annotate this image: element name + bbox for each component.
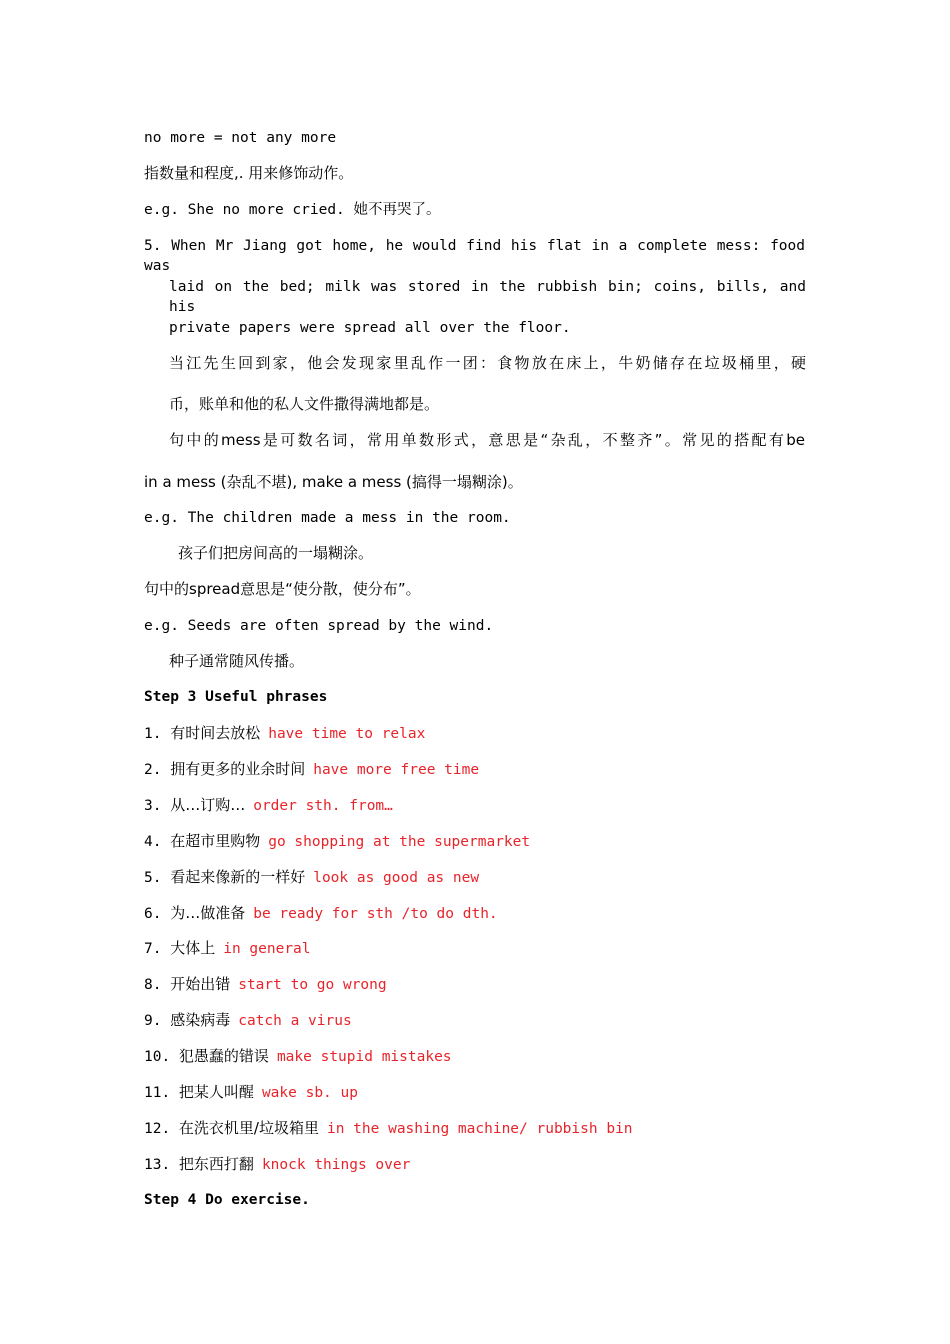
phrase-number: 4. (144, 833, 171, 850)
phrase-item (144, 795, 393, 816)
line-sentence-5-b: laid on the bed; milk was stored in the rubbish bin; coins, bills, and his (169, 279, 806, 315)
phrase-english: make stupid mistakes (276, 1049, 452, 1066)
phrase-english: knock things over (261, 1156, 411, 1173)
phrase-number: 1. (144, 726, 171, 742)
phrase-item (144, 1154, 410, 1175)
phrase-english: look as good as new (313, 869, 480, 886)
phrase-english: have more free time (313, 761, 480, 778)
phrase-english: be ready for sth /to do dth. (253, 905, 498, 922)
line-example-children-cn: 孩子们把房间高的一塌糊涂。 (178, 544, 374, 562)
phrase-number: 12. (144, 1120, 179, 1137)
phrase-chinese: 开始出错 (170, 975, 231, 994)
line-example-cried: e.g. She no more cried. 她不再哭了。 (144, 202, 441, 218)
phrase-number: 6. (144, 905, 171, 922)
line-sentence-5-c: private papers were spread all over the floor. (169, 320, 571, 336)
line-spread-note: 句中的spread意思是“使分散，使分布”。 (144, 580, 421, 598)
phrase-english: catch a virus (238, 1013, 352, 1030)
phrase-item (144, 723, 425, 744)
phrase-chinese: 把东西打翻 (178, 1154, 254, 1173)
line-example-seeds-cn: 种子通常随风传播。 (169, 652, 305, 670)
phrase-item (144, 867, 479, 888)
phrase-chinese: 大体上 (170, 939, 216, 958)
phrase-item (144, 903, 498, 924)
heading-step-3: Step 3 Useful phrases (144, 689, 328, 705)
phrase-number: 10. (144, 1049, 179, 1066)
line-example-children: e.g. The children made a mess in the room. (144, 510, 511, 526)
phrase-item (144, 1046, 452, 1067)
phrase-chinese: 犯愚蠢的错误 (178, 1047, 269, 1066)
phrase-english: order sth. from… (253, 797, 393, 814)
phrase-number: 3. (144, 797, 171, 814)
phrase-number: 2. (144, 761, 171, 778)
phrase-english: in the washing machine/ rubbish bin (326, 1120, 633, 1137)
phrase-item (144, 974, 387, 995)
phrase-chinese: 为…做准备 (170, 903, 246, 922)
phrase-english: have time to relax (268, 726, 426, 742)
phrase-chinese: 有时间去放松 (170, 724, 261, 742)
phrase-number: 13. (144, 1156, 179, 1173)
line-translation-a: 当江先生回到家，他会发现家里乱作一团：食物放在床上，牛奶储存在垃圾桶里，硬 (169, 354, 806, 372)
line-mess-note-b: in a mess (杂乱不堪), make a mess (搞得一塌糊涂)。 (144, 473, 523, 491)
phrase-number: 8. (144, 977, 171, 994)
line-degree-note: 指数量和程度,. 用来修饰动作。 (144, 164, 354, 182)
phrase-number: 5. (144, 869, 171, 886)
phrase-chinese: 拥有更多的业余时间 (170, 759, 306, 778)
line-sentence-5-a: 5. When Mr Jiang got home, he would find his flat in a complete mess: food was (144, 238, 805, 274)
phrase-english: go shopping at the supermarket (268, 833, 531, 850)
phrase-english: wake sb. up (261, 1085, 358, 1101)
phrase-chinese: 在洗衣机里/垃圾箱里 (178, 1118, 319, 1137)
phrase-number: 9. (144, 1013, 171, 1030)
phrase-item (144, 1118, 633, 1139)
phrase-number: 7. (144, 941, 171, 958)
phrase-item (144, 1082, 358, 1103)
line-mess-note-a: 句中的mess是可数名词，常用单数形式，意思是“杂乱，不整齐”。常见的搭配有be (169, 431, 805, 449)
phrase-number: 11. (144, 1085, 179, 1101)
phrase-item (144, 1010, 352, 1031)
line-translation-b: 币，账单和他的私人文件撒得满地都是。 (169, 395, 440, 413)
heading-step-4: Step 4 Do exercise. (144, 1192, 310, 1208)
phrase-item (144, 831, 530, 852)
line-no-more: no more = not any more (144, 130, 337, 146)
phrase-chinese: 看起来像新的一样好 (170, 867, 306, 886)
line-example-seeds: e.g. Seeds are often spread by the wind. (144, 618, 494, 634)
phrase-chinese: 从…订购… (170, 795, 246, 814)
phrase-chinese: 感染病毒 (170, 1011, 231, 1030)
phrase-english: start to go wrong (238, 977, 387, 994)
phrase-chinese: 把某人叫醒 (178, 1083, 254, 1101)
phrase-item (144, 938, 311, 959)
phrase-item (144, 759, 479, 780)
phrase-english: in general (223, 941, 311, 958)
phrase-chinese: 在超市里购物 (170, 831, 261, 850)
